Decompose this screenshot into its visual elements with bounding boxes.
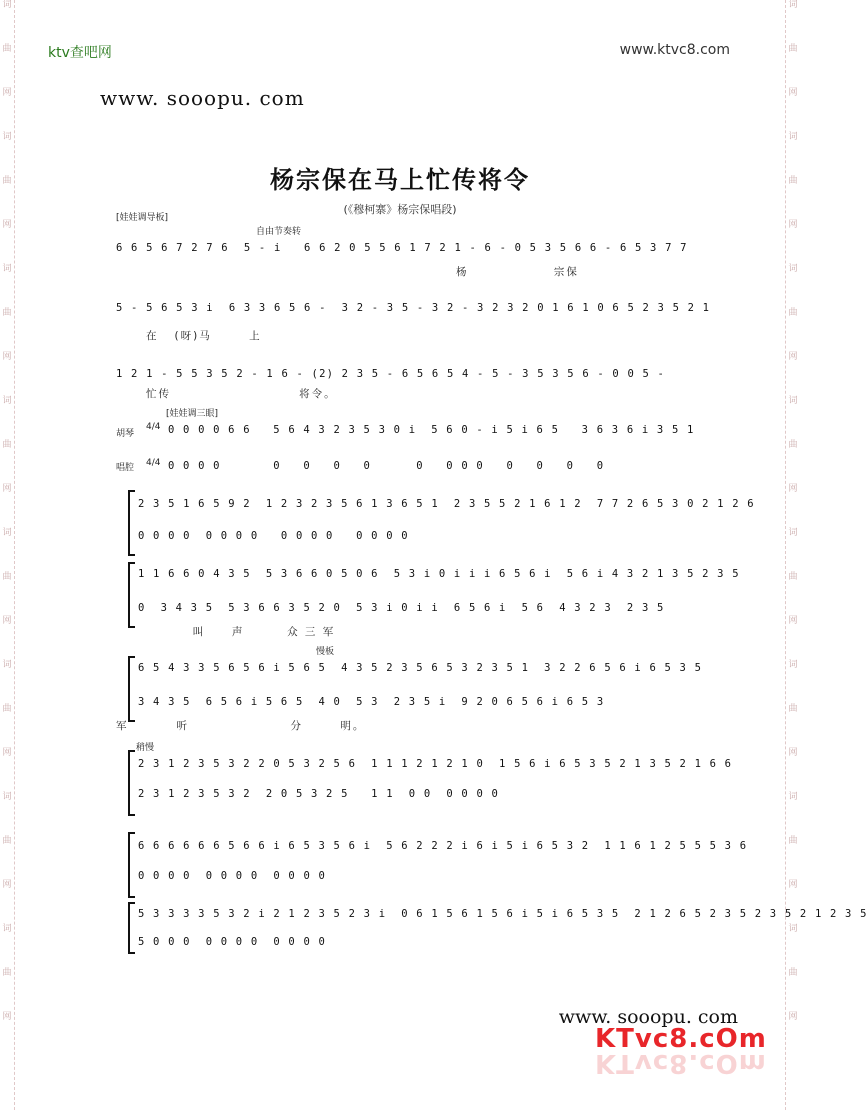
side-mark: 词 bbox=[2, 396, 12, 406]
system-6-bottom: 0 0 0 0 0 0 0 0 0 0 0 0 bbox=[138, 870, 327, 882]
system-4-bottom: 3 4 3 5 6 5 6 i 5 6 5 4 0 5 3 2 3 5 i 9 2 0 6 5 6 i 6 5 3 bbox=[138, 696, 605, 708]
system-brace bbox=[128, 902, 135, 954]
side-mark: 网 bbox=[788, 748, 798, 758]
system-3-top: 1 1 6 6 0 4 3 5 5 3 6 6 0 5 0 6 5 3 i 0 i i i 6 5 6 i 5 6 i 4 3 2 1 3 5 2 3 5 bbox=[138, 568, 740, 580]
system-brace bbox=[128, 562, 135, 628]
side-mark: 网 bbox=[788, 352, 798, 362]
side-mark: 网 bbox=[2, 748, 12, 758]
side-mark: 词 bbox=[2, 528, 12, 538]
system-1-bottom: 0 0 0 0 0 0 0 0 0 0 0 0 0 0 0 0 bbox=[168, 460, 605, 472]
system-3-bottom: 0 3 4 3 5 5 3 6 6 3 5 2 0 5 3 i 0 i i 6 5 6 i 5 6 4 3 2 3 2 3 5 bbox=[138, 602, 665, 614]
system-brace bbox=[128, 656, 135, 722]
top-watermark: www. sooopu. com bbox=[100, 86, 305, 110]
side-mark: 网 bbox=[2, 220, 12, 230]
side-mark: 网 bbox=[788, 220, 798, 230]
side-mark: 曲 bbox=[788, 176, 798, 186]
lyric-line-3: 忙传 将令。 bbox=[146, 388, 337, 400]
side-mark: 词 bbox=[2, 924, 12, 934]
side-mark: 曲 bbox=[2, 704, 12, 714]
side-mark: 曲 bbox=[2, 176, 12, 186]
system-6-top: 6 6 6 6 6 6 5 6 6 i 6 5 3 5 6 i 5 6 2 2 2 i 6 i 5 i 6 5 3 2 1 1 6 1 2 5 5 5 3 6 bbox=[138, 840, 748, 852]
system-1-top: 0 0 0 0 6 6 5 6 4 3 2 3 5 3 0 i 5 6 0 - i 5 i 6 5 3 6 3 6 i 3 5 1 bbox=[168, 424, 695, 436]
site-url-link[interactable]: www.ktvc8.com bbox=[619, 42, 730, 58]
logo-reflection: KTvc8.cOm bbox=[595, 1048, 767, 1078]
side-mark: 词 bbox=[788, 132, 798, 142]
side-mark: 词 bbox=[788, 0, 798, 10]
system-7-bottom: 5 0 0 0 0 0 0 0 0 0 0 0 bbox=[138, 936, 327, 948]
time-signature-top: 4/4 bbox=[146, 422, 161, 432]
side-mark: 网 bbox=[788, 484, 798, 494]
side-mark: 曲 bbox=[2, 440, 12, 450]
side-mark: 词 bbox=[788, 396, 798, 406]
side-mark: 词 bbox=[2, 264, 12, 274]
ktvc8-logo bbox=[595, 1024, 767, 1096]
side-mark: 曲 bbox=[788, 572, 798, 582]
tempo-mark-shaoman: 稍慢 bbox=[136, 743, 155, 753]
side-mark: 词 bbox=[2, 132, 12, 142]
side-mark: 曲 bbox=[2, 968, 12, 978]
side-mark: 曲 bbox=[788, 308, 798, 318]
logo-text: KTvc8.cOm bbox=[595, 1024, 767, 1054]
side-mark: 网 bbox=[2, 616, 12, 626]
side-mark: 网 bbox=[2, 484, 12, 494]
system-brace bbox=[128, 832, 135, 898]
side-mark: 曲 bbox=[788, 704, 798, 714]
lyric-system-4: 军 听 分 明。 bbox=[116, 720, 366, 732]
staff-label-bottom: 唱腔 bbox=[116, 463, 135, 473]
side-mark: 曲 bbox=[2, 308, 12, 318]
side-mark: 曲 bbox=[788, 44, 798, 54]
staff-label-top: 胡琴 bbox=[116, 429, 135, 439]
section-label-daoban: [娃娃调导板] bbox=[116, 213, 169, 223]
side-mark: 网 bbox=[2, 88, 12, 98]
side-mark: 词 bbox=[788, 660, 798, 670]
side-mark: 网 bbox=[2, 352, 12, 362]
system-5-bottom: 2 3 1 2 3 5 3 2 2 0 5 3 2 5 1 1 0 0 0 0 0 0 bbox=[138, 788, 500, 800]
section-label-sanyan: [娃娃调三眼] bbox=[166, 409, 219, 419]
notation-line-1: 6 6 5 6 7 2 7 6 5 - i 6 6 2 0 5 5 6 1 7 2 1 - 6 - 0 5 3 5 6 6 - 6 5 3 7 7 bbox=[116, 242, 688, 254]
system-5-top: 2 3 1 2 3 5 3 2 2 0 5 3 2 5 6 1 1 1 2 1 2 1 0 1 5 6 i 6 5 3 5 2 1 3 5 2 1 6 6 bbox=[138, 758, 733, 770]
side-mark: 网 bbox=[788, 1012, 798, 1022]
side-mark: 曲 bbox=[788, 836, 798, 846]
side-mark: 网 bbox=[788, 88, 798, 98]
side-mark: 曲 bbox=[788, 440, 798, 450]
side-mark: 曲 bbox=[2, 572, 12, 582]
side-mark: 词 bbox=[788, 528, 798, 538]
side-mark: 网 bbox=[788, 616, 798, 626]
side-mark: 词 bbox=[2, 0, 12, 10]
side-mark: 词 bbox=[788, 924, 798, 934]
notation-line-2: 5 - 5 6 5 3 i 6 3 3 6 5 6 - 3 2 - 3 5 - 3 2 - 3 2 3 2 0 1 6 1 0 6 5 2 3 5 2 1 bbox=[116, 302, 711, 314]
tempo-mark: 自由节奏转 bbox=[256, 227, 302, 237]
time-signature-bottom: 4/4 bbox=[146, 458, 161, 468]
side-mark: 词 bbox=[2, 660, 12, 670]
system-2-top: 2 3 5 1 6 5 9 2 1 2 3 2 3 5 6 1 3 6 5 1 2 3 5 5 2 1 6 1 2 7 7 2 6 5 3 0 2 1 2 6 bbox=[138, 498, 755, 510]
side-mark: 词 bbox=[2, 792, 12, 802]
system-brace bbox=[128, 490, 135, 556]
system-4-top: 6 5 4 3 3 5 6 5 6 i 5 6 5 4 3 5 2 3 5 6 5 3 2 3 5 1 3 2 2 6 5 6 i 6 5 3 5 bbox=[138, 662, 703, 674]
side-mark: 网 bbox=[788, 880, 798, 890]
side-mark: 曲 bbox=[2, 44, 12, 54]
bottom-watermark: www. sooopu. com bbox=[558, 1006, 738, 1028]
lyric-line-1: 杨 宗保 bbox=[456, 266, 579, 278]
side-mark: 词 bbox=[788, 792, 798, 802]
notation-line-3: 1 2 1 - 5 5 3 5 2 - 1 6 - (2) 2 3 5 - 6 5 6 5 4 - 5 - 3 5 3 5 6 - 0 0 5 - bbox=[116, 368, 666, 380]
music-score bbox=[116, 210, 868, 950]
side-mark: 曲 bbox=[2, 836, 12, 846]
side-mark: 网 bbox=[2, 880, 12, 890]
site-name-link[interactable]: ktv查吧网 bbox=[48, 45, 112, 61]
side-mark: 网 bbox=[2, 1012, 12, 1022]
system-brace bbox=[128, 750, 135, 816]
side-mark: 词 bbox=[788, 264, 798, 274]
system-7-top: 5 3 3 3 3 5 3 2 i 2 1 2 3 5 2 3 i 0 6 1 5 6 1 5 6 i 5 i 6 5 3 5 2 1 2 6 5 2 3 5 2 3 5 2 1 2 3 5 bbox=[138, 908, 868, 920]
tempo-mark-manban: 慢板 bbox=[316, 647, 335, 657]
lyric-system-3: 叫 声 众 三 军 bbox=[166, 626, 336, 638]
song-subtitle: (《穆柯寨》杨宗保唱段) bbox=[343, 203, 457, 216]
system-2-bottom: 0 0 0 0 0 0 0 0 0 0 0 0 0 0 0 0 bbox=[138, 530, 409, 542]
song-title: 杨宗保在马上忙传将令 bbox=[270, 166, 530, 194]
side-mark: 曲 bbox=[788, 968, 798, 978]
lyric-line-2: 在 (呀)马 上 bbox=[146, 330, 262, 342]
